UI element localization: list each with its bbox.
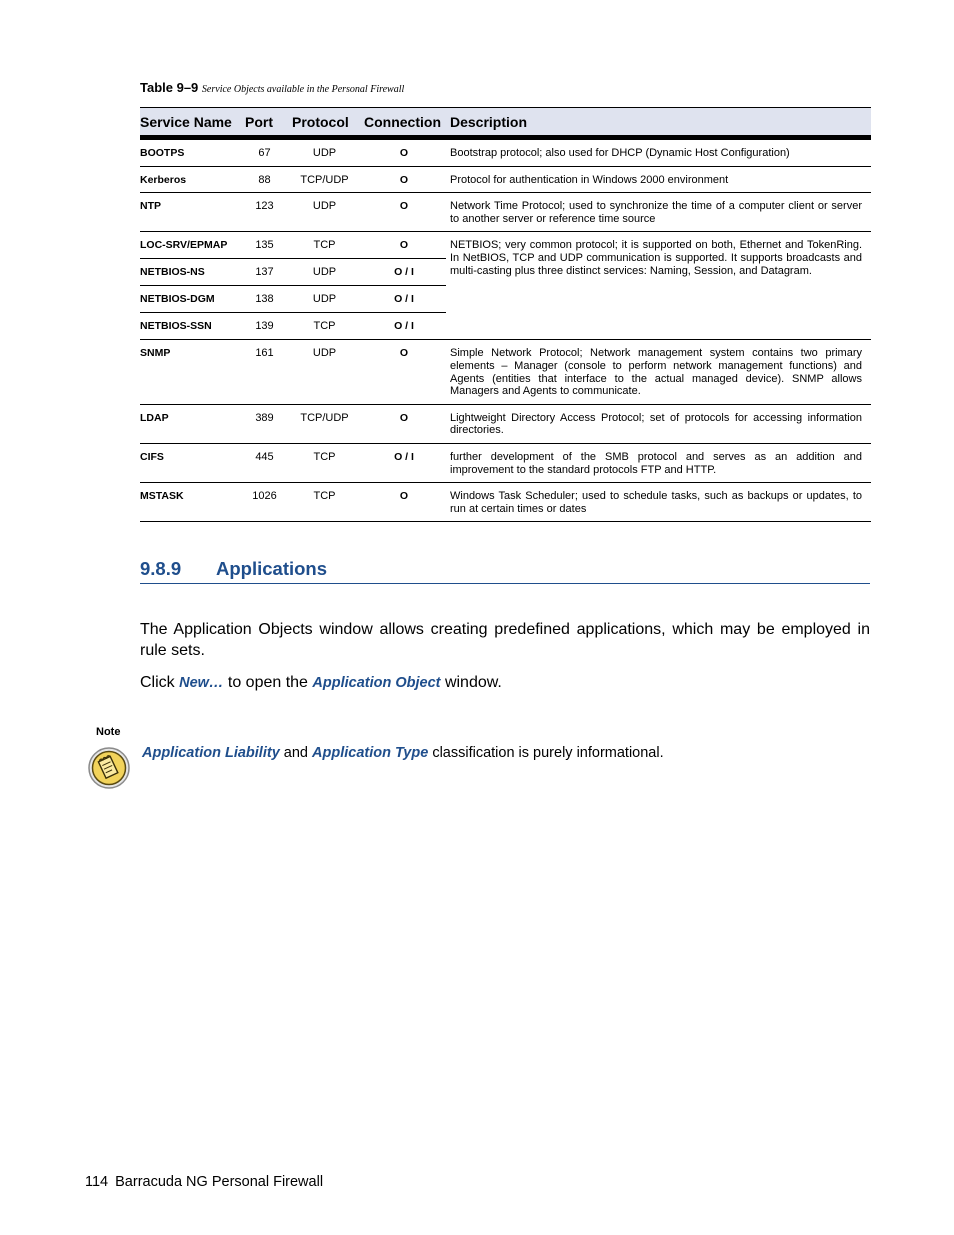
connection-cell: O xyxy=(362,232,446,259)
table-row xyxy=(140,166,871,193)
protocol-cell: TCP/UDP xyxy=(287,166,362,193)
document-title: Barracuda NG Personal Firewall xyxy=(115,1174,324,1190)
description-cell: Network Time Protocol; used to synchronize the time of a computer client or server to another server or reference time source xyxy=(446,193,871,232)
port-cell: 123 xyxy=(242,193,287,232)
description-cell: further development of the SMB protocol and serves as an addition and improvement to the standard protocols FTP and HTTP. xyxy=(446,443,871,482)
connection-cell: O xyxy=(362,340,446,404)
application-object-window-reference: Application Object xyxy=(312,675,441,691)
connection-cell: O xyxy=(362,483,446,522)
connection-cell: O xyxy=(362,193,446,232)
instruction-middle: to open the xyxy=(223,674,313,691)
table-row xyxy=(140,138,871,167)
table-row xyxy=(140,404,871,443)
description-cell: NETBIOS; very common protocol; it is supported on both, Ethernet and TokenRing. In NetBIOS, TCP and UDP communication is supported. It supports broadcasts and multi-casting plus three distinct services: Naming, Session, and Datagram. xyxy=(446,232,871,340)
header-connection: Connection xyxy=(362,108,446,138)
service-name-cell: BOOTPS xyxy=(140,138,242,167)
header-port: Port xyxy=(242,108,287,138)
note-and: and xyxy=(279,745,313,761)
protocol-cell: TCP xyxy=(287,483,362,522)
description-cell: Windows Task Scheduler; used to schedule tasks, such as backups or updates, to run at certain times or dates xyxy=(446,483,871,522)
table-row xyxy=(140,340,871,404)
instruction-suffix: window. xyxy=(440,674,502,691)
port-cell: 161 xyxy=(242,340,287,404)
description-cell: Bootstrap protocol; also used for DHCP (Dynamic Host Configuration) xyxy=(446,138,871,167)
description-cell: Protocol for authentication in Windows 2000 environment xyxy=(446,166,871,193)
instruction-paragraph xyxy=(140,673,870,693)
table-row xyxy=(140,483,871,522)
application-type-reference: Application Type xyxy=(312,745,429,761)
connection-cell: O / I xyxy=(362,443,446,482)
page-number: 114 xyxy=(85,1174,109,1190)
service-name-cell: NTP xyxy=(140,193,242,232)
section-number: 9.8.9 xyxy=(140,558,182,579)
note-pad-icon xyxy=(87,746,131,790)
protocol-cell: TCP xyxy=(287,232,362,259)
application-liability-reference: Application Liability xyxy=(142,745,280,761)
service-name-cell: SNMP xyxy=(140,340,242,404)
intro-paragraph: The Application Objects window allows creating predefined applications, which may be employed in rule sets. xyxy=(140,621,870,659)
port-cell: 137 xyxy=(242,259,287,286)
port-cell: 139 xyxy=(242,313,287,340)
table-row xyxy=(140,193,871,232)
service-name-cell: LOC-SRV/EPMAP xyxy=(140,232,242,259)
port-cell: 135 xyxy=(242,232,287,259)
new-button-reference: New… xyxy=(179,675,224,691)
header-service-name: Service Name xyxy=(140,108,242,138)
service-name-cell: NETBIOS-SSN xyxy=(140,313,242,340)
note-rest: classification is purely informational. xyxy=(428,745,664,761)
service-name-cell: CIFS xyxy=(140,443,242,482)
description-cell: Lightweight Directory Access Protocol; set of protocols for accessing information directories. xyxy=(446,404,871,443)
protocol-cell: TCP xyxy=(287,313,362,340)
section-title: Applications xyxy=(216,558,328,579)
service-name-cell: NETBIOS-NS xyxy=(140,259,242,286)
connection-cell: O / I xyxy=(362,313,446,340)
note-label: Note xyxy=(96,726,121,738)
connection-cell: O / I xyxy=(362,286,446,313)
port-cell: 67 xyxy=(242,138,287,167)
instruction-prefix: Click xyxy=(140,674,180,691)
protocol-cell: TCP xyxy=(287,443,362,482)
note-text xyxy=(142,744,862,762)
service-name-cell: MSTASK xyxy=(140,483,242,522)
port-cell: 138 xyxy=(242,286,287,313)
table-header-row xyxy=(140,108,871,138)
connection-cell: O xyxy=(362,138,446,167)
protocol-cell: TCP/UDP xyxy=(287,404,362,443)
table-row xyxy=(140,443,871,482)
section-heading xyxy=(140,556,870,584)
description-cell: Simple Network Protocol; Network management system contains two primary elements – Manager (console to perform network management functions) and Agents (entities that interface to the actual managed device). SNMP allows Managers and Agents to communicate. xyxy=(446,340,871,404)
service-name-cell: Kerberos xyxy=(140,166,242,193)
table-caption-label: Table 9–9 xyxy=(140,80,199,95)
service-objects-table xyxy=(140,107,871,522)
service-name-cell: NETBIOS-DGM xyxy=(140,286,242,313)
protocol-cell: UDP xyxy=(287,286,362,313)
service-name-cell: LDAP xyxy=(140,404,242,443)
port-cell: 389 xyxy=(242,404,287,443)
connection-cell: O / I xyxy=(362,259,446,286)
header-protocol: Protocol xyxy=(287,108,362,138)
protocol-cell: UDP xyxy=(287,259,362,286)
header-description: Description xyxy=(446,108,871,138)
page-footer xyxy=(85,1174,323,1190)
table-row xyxy=(140,232,871,259)
protocol-cell: UDP xyxy=(287,138,362,167)
port-cell: 88 xyxy=(242,166,287,193)
port-cell: 1026 xyxy=(242,483,287,522)
protocol-cell: UDP xyxy=(287,193,362,232)
port-cell: 445 xyxy=(242,443,287,482)
connection-cell: O xyxy=(362,166,446,193)
table-caption xyxy=(140,80,871,98)
protocol-cell: UDP xyxy=(287,340,362,404)
table-caption-text: Service Objects available in the Personal Firewall xyxy=(201,84,405,95)
connection-cell: O xyxy=(362,404,446,443)
